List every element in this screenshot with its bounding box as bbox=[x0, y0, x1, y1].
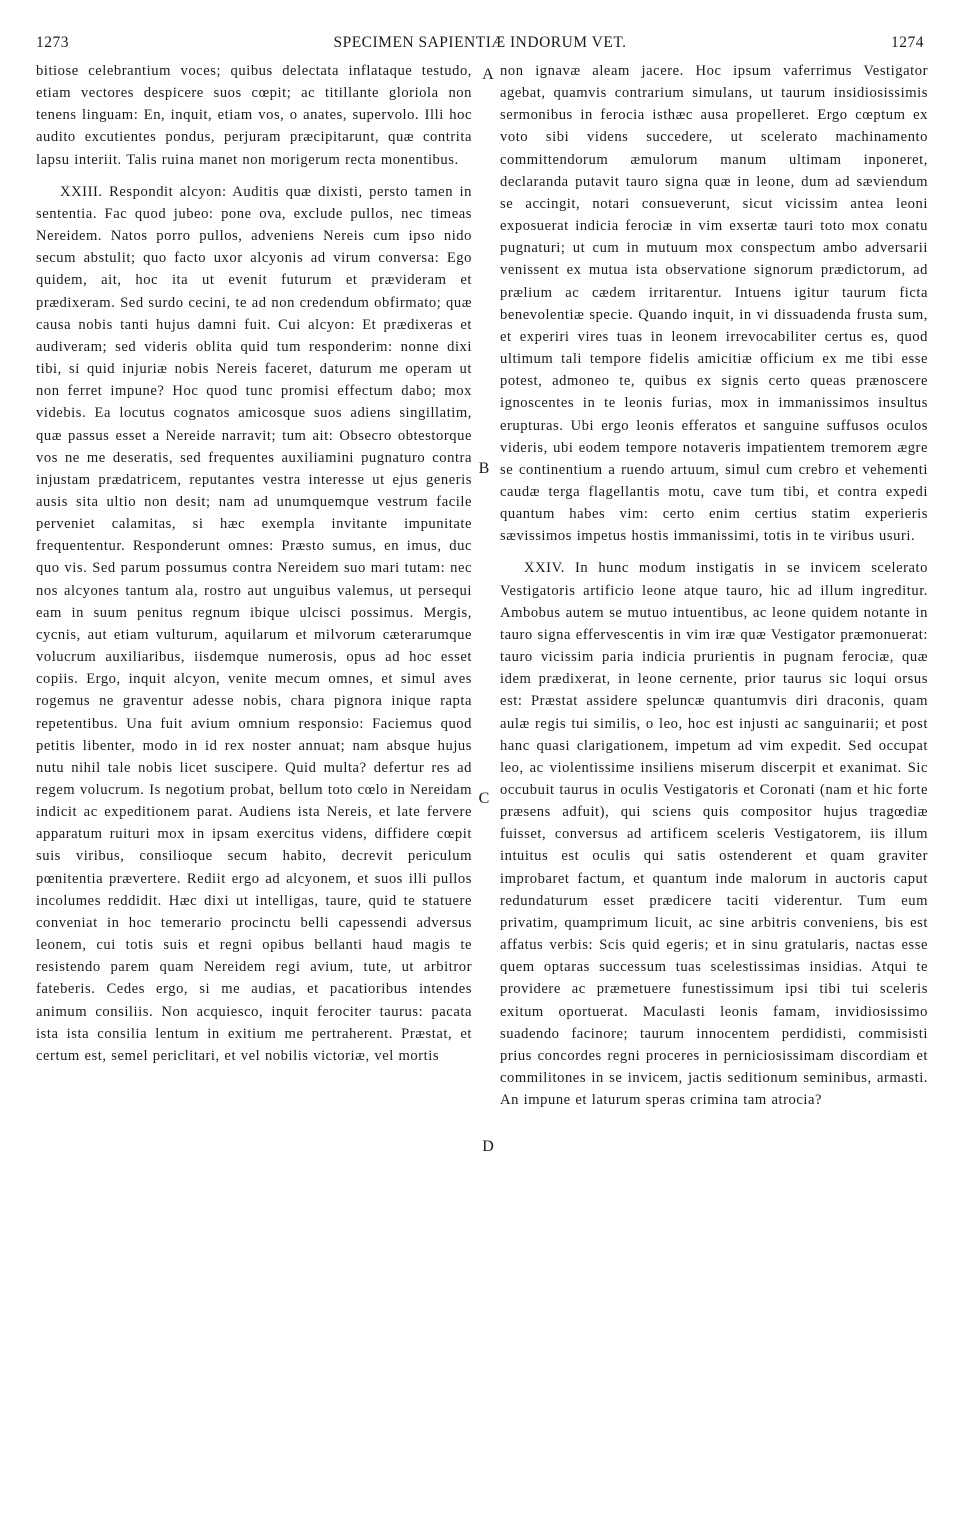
paragraph-xxiv: XXIV. In hunc modum instigatis in se invicem scelerato Vestigatoris artificio leone atque tauro, hic ad illum ingreditur. Ambobus autem se mutuo intuentibus, ac leone quidem notante in tauro signa effervescentis in vim iræ quæ Vestigator præmonuerat: tauro vicissim paria indicia prurientis in pugnam ferociæ, quæ idem prædixerat, in leone cernente, prior taurus sic loqui orsus est: Præstat assidere speluncæ quantumvis diri draconis, quam aulæ regis tui similis, o leo, hoc est injusti ac sanguinarii; et post hanc quasi clarigationem, impetum ad vim expedit. Sed occupat leo, ac violentissime insiliens miserum discerpit et exanimat. Sic occubuit taurus in oculis Vestigatoris et Coronati (nam et hic forte præsens adfuit), qui sciens quis compositor hujus tragœdiæ fuisset, conversus ad artificem sceleris Vestigatorem, iis illum intuitus est oculis qui satis ostenderent et quam graviter improbaret factum, et quantum inde malorum in auctoris caput redundaturum esset prædicere taciti viderentur. Tum eum privatim, quamprimum licuit, ac sine arbitris conveniens, bis est affatus verbis: Scis quid egeris; et in sinu gratularis, nactas esse quem optaras successum tuas scelestissimas insidias. Atqui te providere ac præmetuere funestissimum ipsi tibi tui sceleris exitum oportuerat. Maculasti leonis famam, invidiosissimo suadendo facinore; taurum innocentem perdidisti, commisisti prius concordes regni proceres in perniciosissimam discordiam et commilitones in se invicem, jactis seditionum seminibus, armasti. An impune et laturum speras crimina tam atrocia? bbox=[500, 560, 928, 1109]
paragraph-continuation: bitiose celebrantium voces; quibus delectata inflataque testudo, etiam vectores despicere suos cœpit; ac titillante gloriola non tenens linguam: En, inquit, etiam vos, o anates, supervolo. Illi hoc audito excutientes pondus, perjuram præcipitarunt, quæ contrita lapsu interiit. Talis ruina manet non morigerum recta monentibus. bbox=[36, 63, 472, 168]
margin-letter-c: C bbox=[478, 790, 490, 807]
right-column bbox=[500, 60, 928, 1111]
running-title: SPECIMEN SAPIENTIÆ INDORUM VET. bbox=[333, 34, 627, 51]
margin-letter-a: A bbox=[482, 66, 494, 83]
margin-letter-b: B bbox=[478, 460, 490, 477]
paragraph-continuation-right: non ignavæ aleam jacere. Hoc ipsum vaferrimus Vestigator agebat, quamvis contrarium simulans, ut taurum insidiosissimis sermonibus in ferocia isthæc ausa propelleret. Ergo cœptum ex voto sibi videns succedere, ut scelerato machinamento committendorum æmulorum manum ultimam inponeret, declaranda putavit tauro signa quæ in leone, dum ad sæviendum se accingit, notari consueverunt, sicut vicissim antea leoni exposuerat indicia ferociæ in vim exsertæ tauri toto mox conatu pugnaturi; ut cum in mutuum mox conspectum ambo adversarii venissent ex mutua ista observatione signorum prædictorum, ad prælium ac cædem irritarentur. Intuens igitur taurum ficta benevolentiæ specie. Quando inquit, in vi dissuadenda frusta sum, et experiri vires tuas in leonem irrevocabiliter certus es, quod ultimum tali tempore fidelis amicitiæ officium ex me tibi esse potest, admoneo te, quibus ex signis certo queas prænoscere ignoscentes in te leonis furias, mox in immanissimos insultus erupturas. Ubi ergo leonis efferatos et sanguine suffusos oculos videris, ubi eodem tempore notaveris impatientem tremorem ægre se continentium a ruendo artuum, simul cum crebro et vehementi caudæ terga flagellantis motu, cave tum tibi, et contra expedi quantum habes vim: certo enim certius statim experieris sævissimos impetus hostis immanissimi, totis in te viribus usuri. bbox=[500, 63, 928, 545]
margin-letter-d: D bbox=[482, 1138, 494, 1155]
page-number-right: 1274 bbox=[891, 34, 924, 51]
left-column bbox=[36, 60, 472, 1067]
page-number-left: 1273 bbox=[36, 34, 69, 51]
paragraph-xxiii: XXIII. Respondit alcyon: Auditis quæ dixisti, persto tamen in sententia. Fac quod jubeo: pone ova, exclude pullos, nec timeas Nereidem. Natos porro pullos, adveniens Nereis cum ipso nido secum abstulit; quo facto uxor alcyonis ad virum conversa: Ego quidem, ait, hoc ita ut evenit futurum et prævideram et prædixeram. Sed surdo cecini, te ad non credendum obfirmato; quæ causa nobis tanti hujus damni fuit. Cui alcyon: Et prædixeras et audiveram; sed videris oblita quid tum responderim: nonne dixi tibi, si quid injuriæ nobis Nereis faceret, daturum me operam ut non ferret impune? Hoc quod tunc promisi effectum dabo; mox videbis. Ea locutus cognatos amicosque suos adiens singillatim, quæ passus esset a Nereide narravit; tum ait: Obsecro obtestorque vos ne me deseratis, sed frequentes auxiliamini pugnaturo contra injustam prædatricem, reputantes vestra interesse ut ejus generis ausis sita ultio non desit; nam ad unumquemque vestrum facile perveniet calamitas, si hæc exempla invitante impunitate frequententur. Responderunt omnes: Præsto sumus, en imus, duc quo vis. Sed parum possumus contra Nereidem suo mari tutam: nec nos alcyones tantum ala, rostro aut unguibus valemus, ut persequi eam in suum penitus regnum ibique ulcisci possimus. Mergis, cycnis, aut etiam vulturum, aquilarum et milvorum cæterarumque volucrum auxiliaribus, iisdemque numerosis, opus ad hoc esset copiis. Ergo, inquit alcyon, venite mecum omnes, et simul aves rogemus ne graventur adesse nobis, chara pignora inique rapta repetentibus. Una fuit avium omnium responsio: Faciemus quod petitis libenter, modo in id rex noster annuat; nam absque hujus nutu nihil tale nobis licet suscipere. Quid multa? defertur res ad regem volucrum. Is negotium probat, bellum toto cœlo in Nereidam indicit ac expeditionem parat. Audiens ista Nereis, et late fervere apparatum ruituri mox in ipsam exercitus videns, diffidere cœpit suis viribus, consilioque secum habito, decrevit periculum pœnitentia prævertere. Rediit ergo ad alcyonem, et suos illi pullos incolumes reddidit. Hæc dixi ut intelligas, taure, quid te statuere conveniat in hoc temerario procinctu belli capessendi adversus leonem, cui totis suis et regni opibus bellanti haud magis te resistendo parem quam Nereidem regi avium, tute, ut arbitror fateberis. Cedes ergo, si me audias, et pacatioribus intendes animum consiliis. Non acquiesco, inquit ferociter taurus: pacata ista ista consilia lentum in exitium me pertraherent. Præstat, et certum est, semel periclitari, et vel nobilis victoriæ, vel mortis bbox=[36, 183, 472, 1064]
running-header bbox=[36, 34, 924, 56]
